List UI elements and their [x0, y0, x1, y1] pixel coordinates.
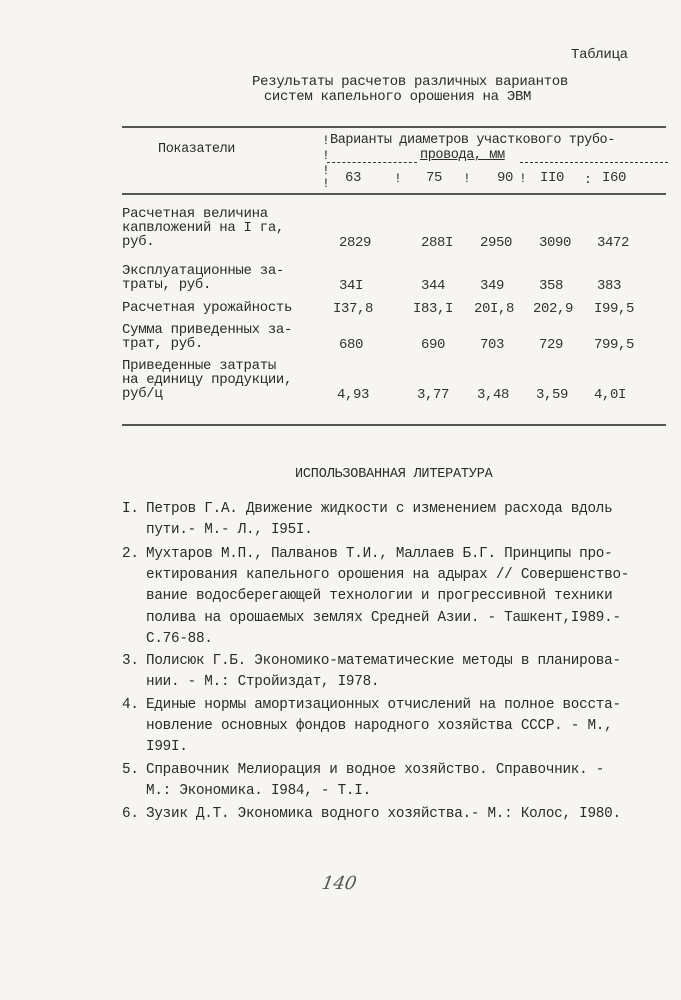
header-dash-left	[327, 162, 417, 163]
cell-value: 2829	[339, 235, 372, 251]
group-header-line-2: провода, мм	[420, 148, 505, 163]
cell-value: 3090	[539, 235, 572, 251]
reference-line: I99I.	[146, 739, 188, 755]
reference-number: 2.	[122, 546, 139, 562]
reference-line: Зузик Д.Т. Экономика водного хозяйства.- М.: Колос, I980.	[146, 806, 621, 822]
table-caption: Таблица	[571, 47, 628, 63]
table-header-rule	[122, 193, 666, 195]
row-label: Расчетная урожайность	[122, 300, 293, 316]
reference-line: ектирования капельного орошения на адырах // Совершенство-	[146, 567, 630, 583]
references-heading: ИСПОЛЬЗОВАННАЯ ЛИТЕРАТУРА	[295, 467, 493, 482]
cell-value: I99,5	[594, 301, 635, 317]
cell-value: 288I	[421, 235, 454, 251]
cell-value: 690	[421, 337, 446, 353]
cell-value: 349	[480, 278, 505, 294]
column-divider: !	[322, 148, 330, 163]
reference-line: Единые нормы амортизационных отчислений на полное восста-	[146, 697, 621, 713]
column-divider: !	[322, 133, 330, 148]
column-divider: !	[322, 163, 330, 178]
cell-value: 2950	[480, 235, 513, 251]
cell-value: 3,59	[536, 387, 569, 403]
column-divider: :	[584, 172, 592, 187]
row-label: Приведенные затраты	[122, 358, 276, 374]
cell-value: I37,8	[333, 301, 374, 317]
group-header-line-1: Варианты диаметров участкового трубо-	[330, 133, 615, 148]
cell-value: 3,48	[477, 387, 510, 403]
reference-line: вание водосберегающей технологии и прогрессивной техники	[146, 588, 613, 604]
reference-line: Петров Г.А. Движение жидкости с изменением расхода вдоль	[146, 501, 613, 517]
column-divider: !	[519, 171, 527, 186]
reference-number: 4.	[122, 697, 139, 713]
column-header-160: I60	[602, 170, 627, 186]
reference-line: новление основных фондов народного хозяйства СССР. - М.,	[146, 718, 613, 734]
column-divider: !	[463, 171, 471, 186]
cell-value: 799,5	[594, 337, 635, 353]
cell-value: 3472	[597, 235, 630, 251]
row-label: Расчетная величина	[122, 206, 268, 222]
cell-value: 344	[421, 278, 446, 294]
reference-line: пути.- М.- Л., I95I.	[146, 522, 313, 538]
reference-number: 3.	[122, 653, 139, 669]
cell-value: 4,0I	[594, 387, 627, 403]
reference-number: 6.	[122, 806, 139, 822]
cell-value: 34I	[339, 278, 364, 294]
row-label: руб.	[122, 234, 155, 250]
reference-line: Справочник Мелиорация и водное хозяйство. Справочник. -	[146, 762, 605, 778]
cell-value: 358	[539, 278, 564, 294]
table-top-rule	[122, 126, 666, 128]
cell-value: 3,77	[417, 387, 450, 403]
reference-line: С.76-88.	[146, 631, 213, 647]
cell-value: 20I,8	[474, 301, 515, 317]
column-header-90: 90	[497, 170, 514, 186]
cell-value: 4,93	[337, 387, 370, 403]
cell-value: 680	[339, 337, 364, 353]
row-label: Эксплуатационные за-	[122, 263, 285, 279]
row-label: трат, руб.	[122, 336, 204, 352]
page-number: 140	[320, 873, 359, 894]
row-label: траты, руб.	[122, 277, 212, 293]
reference-number: I.	[122, 501, 139, 517]
column-header-63: 63	[345, 170, 362, 186]
column-divider: !	[394, 171, 402, 186]
column-header-110: II0	[540, 170, 565, 186]
cell-value: 729	[539, 337, 564, 353]
reference-line: М.: Экономика. I984, - Т.I.	[146, 783, 371, 799]
row-label: на единицу продукции,	[122, 372, 293, 388]
reference-number: 5.	[122, 762, 139, 778]
cell-value: 703	[480, 337, 505, 353]
column-header-75: 75	[426, 170, 443, 186]
table-title-line-2: систем капельного орошения на ЭВМ	[263, 89, 532, 105]
reference-line: полива на орошаемых землях Средней Азии. - Ташкент,I989.-	[146, 610, 621, 626]
table-title-line-1: Результаты расчетов различных вариантов	[252, 74, 568, 90]
column-header-indicators: Показатели	[158, 142, 236, 157]
column-divider: !	[322, 176, 330, 191]
row-label: капвложений на I га,	[122, 220, 285, 236]
table-bottom-rule	[122, 424, 666, 426]
row-label: Сумма приведенных за-	[122, 322, 293, 338]
cell-value: 202,9	[533, 301, 574, 317]
cell-value: I83,I	[413, 301, 454, 317]
reference-line: Мухтаров М.П., Палванов Т.И., Маллаев Б.Г. Принципы про-	[146, 546, 613, 562]
reference-line: Полисюк Г.Б. Экономико-математические методы в планирова-	[146, 653, 621, 669]
header-dash-right	[520, 162, 668, 163]
reference-line: нии. - М.: Стройиздат, I978.	[146, 674, 380, 690]
row-label: руб/ц	[122, 386, 163, 402]
cell-value: 383	[597, 278, 622, 294]
